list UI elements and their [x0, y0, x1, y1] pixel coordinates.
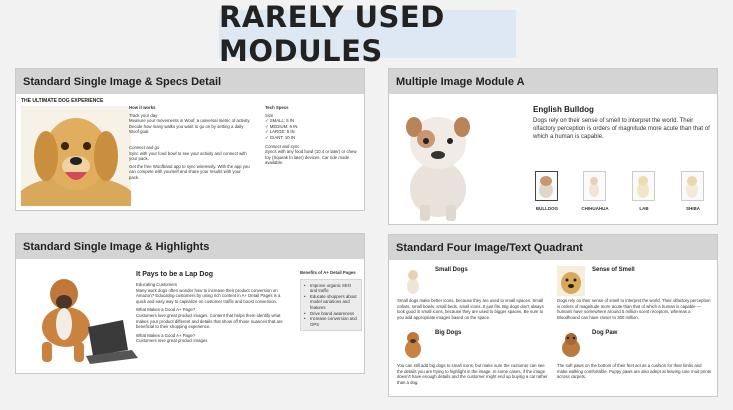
- track-text-2: Decide how many walks you want to go on by setting a daily Woof goal.: [129, 123, 244, 135]
- highlights-body: [136, 282, 291, 344]
- paragraph: Many work dogs often wonder how to increase their product conversion on Amazon? Educating customers by using rich content in A+ Detail Pages is a quick and easy way to capitalize on customer traffic and boost conversion.: [136, 287, 281, 304]
- thumbnail-caption: LAB: [639, 206, 649, 211]
- sync-text: Syncs with any food bowl (10.4 or later) or chew toy (Squeak In later) devices. Car ride mode available.: [265, 149, 357, 166]
- benefit-item: • Improve organic SEO and traffic: [304, 283, 358, 294]
- dog-paw-icon: [557, 329, 585, 359]
- track-title: Track your day: [129, 112, 158, 118]
- small-dog-icon: [402, 266, 424, 296]
- benefit-item: • Drive brand awareness: [304, 311, 358, 317]
- tech-specs-column: [265, 105, 360, 166]
- panel-multiple-image: [388, 68, 718, 225]
- thumbnail-bulldog[interactable]: [535, 171, 558, 201]
- golden-retriever-image: [21, 106, 131, 206]
- panel-single-image-specs: [15, 68, 365, 211]
- quadrant-text: Small dogs make better icons, because they are used to small spaces. Small collars, small bowls, small beds, small icons. It just fits. Big dogs don't always look good in small icons, because they are used to bigger spaces. Be sure to you add appropriate images based on the space.: [397, 298, 544, 320]
- paragraph: Customers love great product images. Content that helps them identify what makes your product different and details that show off those nuances that are beneficial to their shopping experience.: [136, 312, 283, 330]
- bulldog-image: [392, 97, 482, 222]
- benefits-title: Benefits of A+ Detail Pages: [300, 270, 356, 275]
- sync-title: Connect and sync: [265, 143, 300, 149]
- panel-header: Multiple Image Module A: [389, 69, 717, 94]
- thumbnail-lab[interactable]: [632, 171, 655, 201]
- thumbnail-caption: SHIBA: [685, 206, 700, 211]
- paragraph: Customers love great product images: [136, 338, 208, 344]
- connect-title: Connect and go: [129, 144, 160, 150]
- track-text: Measure your movements in Woof, a universal metric of activity.: [129, 118, 251, 124]
- benefits-box: [300, 270, 362, 331]
- connect-text-2: Get the free Woofband app to sync wirelessly. With the app you can compete with yourself and share your results with your pack.: [129, 163, 250, 180]
- big-dog-icon: [402, 329, 424, 359]
- benefit-item: • Increase conversion and OPS: [304, 316, 358, 327]
- title-banner: [219, 0, 516, 68]
- benefits-list: [304, 283, 358, 328]
- panel-header: Standard Single Image & Highlights: [16, 234, 364, 259]
- thumbnail-chihuahua[interactable]: [583, 171, 606, 201]
- connect-text: Sync with your food bowl to see your activity and connect with your pack.: [129, 150, 247, 162]
- panel-header: Standard Four Image/Text Quadrant: [389, 235, 717, 260]
- breed-text: Dogs rely on their sense of smell to interpret the world. Their olfactory perception is orders of magnitude more acute than that of which a human is capable.: [533, 118, 710, 140]
- size-item: ✓ LARGE: 8 IN: [265, 129, 295, 135]
- panel-headline: THE ULTIMATE DOG EXPERIENCE: [21, 98, 104, 104]
- thumbnail-caption: CHIHUAHUA: [581, 206, 609, 211]
- quadrant-text: You can still add big dogs to small icons, but make sure the customer can see the details you are trying to highlight in the image. In some cases, if the image doesn't have enough details and the customer might end up buying a cat rather than a dog.: [397, 363, 548, 385]
- size-item: ✓ SMALL: 5 IN: [265, 118, 295, 124]
- breed-title: English Bulldog: [533, 105, 594, 114]
- highlights-title: It Pays to be a Lap Dog: [136, 271, 214, 278]
- quadrant-text: Dogs rely on their sense of smell to interpret the world. Their olfactory perception is orders of magnitude more acute than that of which a human is capable — humans have somewhere around 5 million scent receptors, whereas a Bloodhound can have closer to 300 million.: [557, 298, 711, 320]
- boxer-laptop-image: [28, 272, 143, 367]
- panel-single-image-highlights: [15, 233, 365, 374]
- size-item: ✓ MEDIUM: 6 IN: [265, 123, 298, 129]
- panel-header: Standard Single Image & Specs Detail: [16, 69, 364, 94]
- size-item: ✓ GIANT: 10 IN: [265, 134, 296, 140]
- how-title: How it works: [129, 105, 156, 110]
- benefits-list-box: [300, 279, 362, 332]
- quadrant-title: Sense of Smell: [592, 267, 635, 273]
- quadrant-title: Big Dogs: [435, 330, 462, 336]
- thumbnail-shiba[interactable]: [681, 171, 704, 201]
- specs-title: Tech Specs: [265, 105, 289, 110]
- size-title: Size: [265, 112, 274, 118]
- quadrant-title: Dog Paw: [592, 330, 618, 336]
- sub-heading: What Makes a Good A+ Page?: [136, 307, 196, 313]
- thumbnail-caption: BULLDOG: [535, 206, 559, 211]
- quadrant-title: Small Dogs: [435, 267, 468, 273]
- panel-four-quadrant: [388, 234, 718, 397]
- banner-title: RARELY USED MODULES: [219, 0, 445, 68]
- sub-heading: What Makes a Good A+ Page?: [136, 332, 196, 338]
- sense-of-smell-icon: [557, 266, 585, 296]
- quadrant-text: The soft paws on the bottom of their feet act as a cushion for their limbs and make walking comfortable. Puppy paws are also adept at leaving cute mud prints across carpets.: [557, 363, 712, 380]
- sub-heading: Educating Customers: [136, 282, 178, 287]
- benefit-item: • Educate shoppers about model variations and features: [304, 294, 358, 311]
- how-it-works-column: [129, 105, 251, 181]
